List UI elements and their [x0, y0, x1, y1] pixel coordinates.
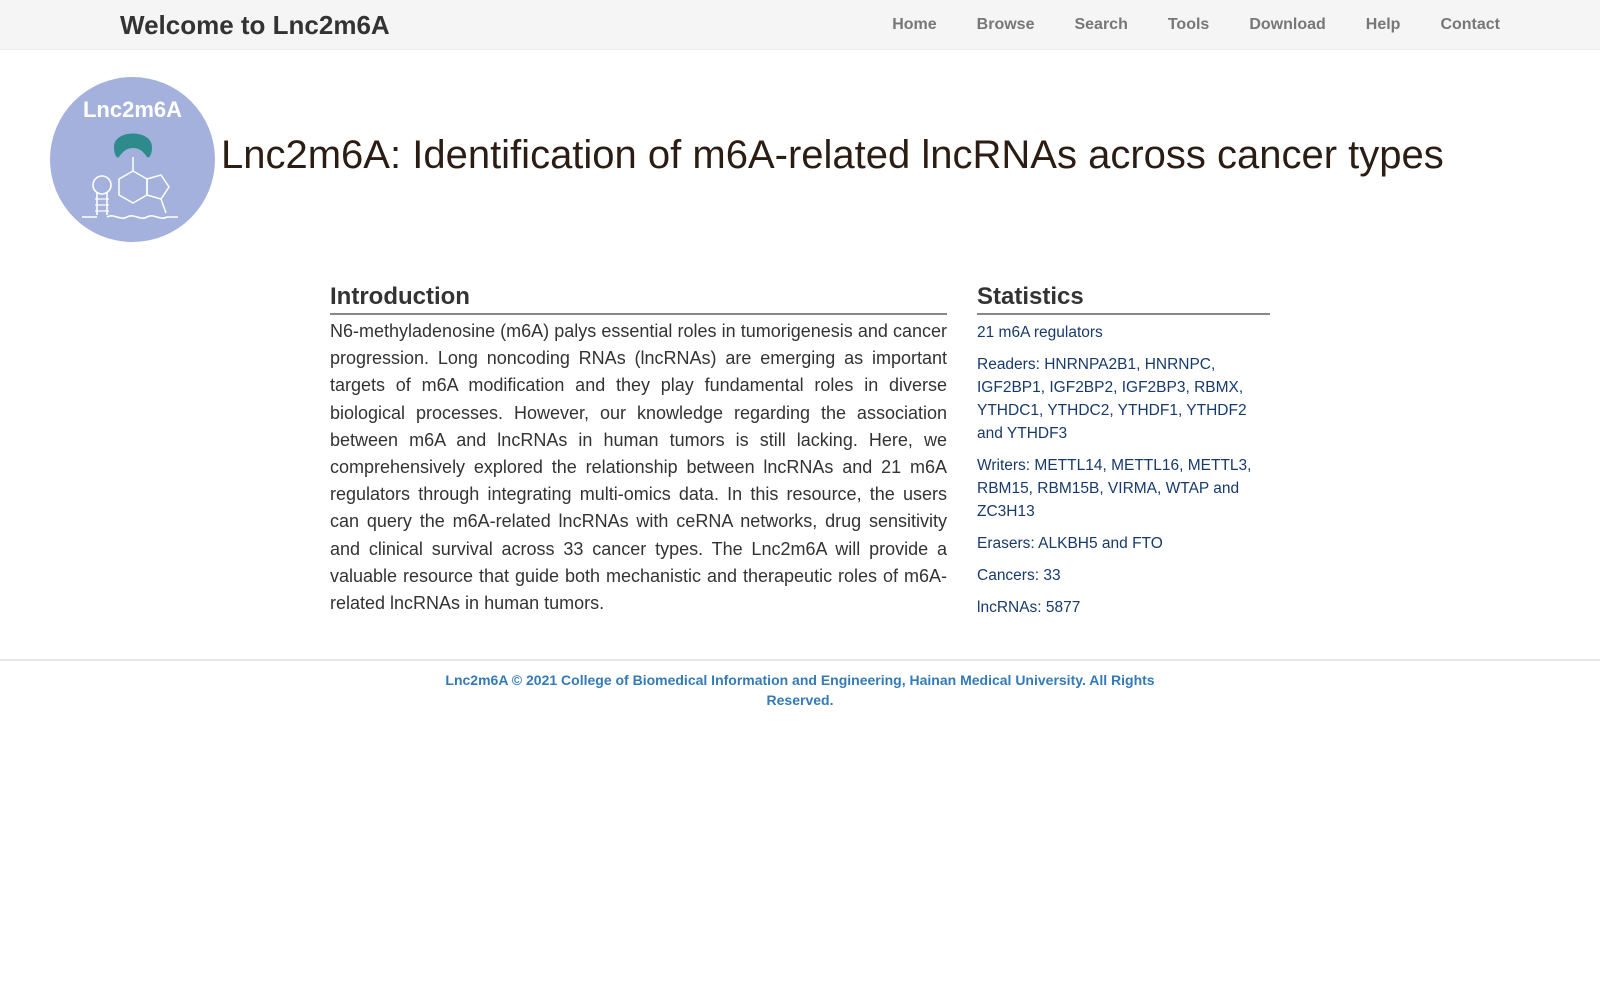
- stat-readers: Readers: HNRNPA2B1, HNRNPC, IGF2BP1, IGF2BP2, IGF2BP3, RBMX, YTHDC1, YTHDC2, YTHDF1, YTHDF2 and YTHDF3: [977, 356, 1247, 442]
- nav-contact[interactable]: Contact: [1440, 16, 1500, 33]
- statistics-section: [977, 280, 1270, 619]
- stat-lncrnas: lncRNAs: 5877: [977, 599, 1081, 616]
- introduction-section: [330, 280, 947, 617]
- nav-browse[interactable]: Browse: [976, 16, 1035, 33]
- brand-title[interactable]: Welcome to Lnc2m6A: [120, 10, 390, 40]
- site-logo: [50, 77, 215, 242]
- statistics-heading: Statistics: [977, 280, 1270, 315]
- molecule-icon: [50, 77, 215, 242]
- nav-download[interactable]: Download: [1249, 16, 1326, 33]
- footer-divider: [0, 659, 1600, 661]
- stat-regulators: 21 m6A regulators: [977, 324, 1103, 341]
- stat-writers: Writers: METTL14, METTL16, METTL3, RBM15, RBM15B, VIRMA, WTAP and ZC3H13: [977, 457, 1252, 520]
- introduction-heading: Introduction: [330, 280, 947, 315]
- page-title: Lnc2m6A: Identification of m6A-related lncRNAs across cancer types: [221, 133, 1444, 177]
- stat-cancers: Cancers: 33: [977, 567, 1061, 584]
- nav-tools[interactable]: Tools: [1167, 16, 1210, 33]
- logo-text: Lnc2m6A: [82, 97, 183, 122]
- stat-erasers: Erasers: ALKBH5 and FTO: [977, 535, 1163, 552]
- nav-help[interactable]: Help: [1365, 16, 1401, 33]
- navbar: [0, 0, 1600, 50]
- nav-links: [852, 0, 1500, 50]
- introduction-text: N6-methyladenosine (m6A) palys essential roles in tumorigenesis and cancer progression. Long noncoding RNAs (lncRNAs) are emerging as important targets of m6A modification and they play fundamental roles in diverse biological processes. However, our knowledge regarding the association between m6A and lncRNAs in human tumors is still lacking. Here, we comprehensively explored the relationship between lncRNAs and 21 m6A regulators through integrating multi-omics data. In this resource, the users can query the m6A-related lncRNAs with ceRNA networks, drug sensitivity and clinical survival across 33 cancer types. The Lnc2m6A will provide a valuable resource that guide both mechanistic and therapeutic roles of m6A-related lncRNAs in human tumors.: [330, 321, 947, 614]
- footer-copyright: Lnc2m6A © 2021 College of Biomedical Information and Engineering, Hainan Medical University. All Rights Reserved.: [445, 672, 1155, 708]
- nav-home[interactable]: Home: [892, 16, 937, 33]
- nav-search[interactable]: Search: [1074, 16, 1128, 33]
